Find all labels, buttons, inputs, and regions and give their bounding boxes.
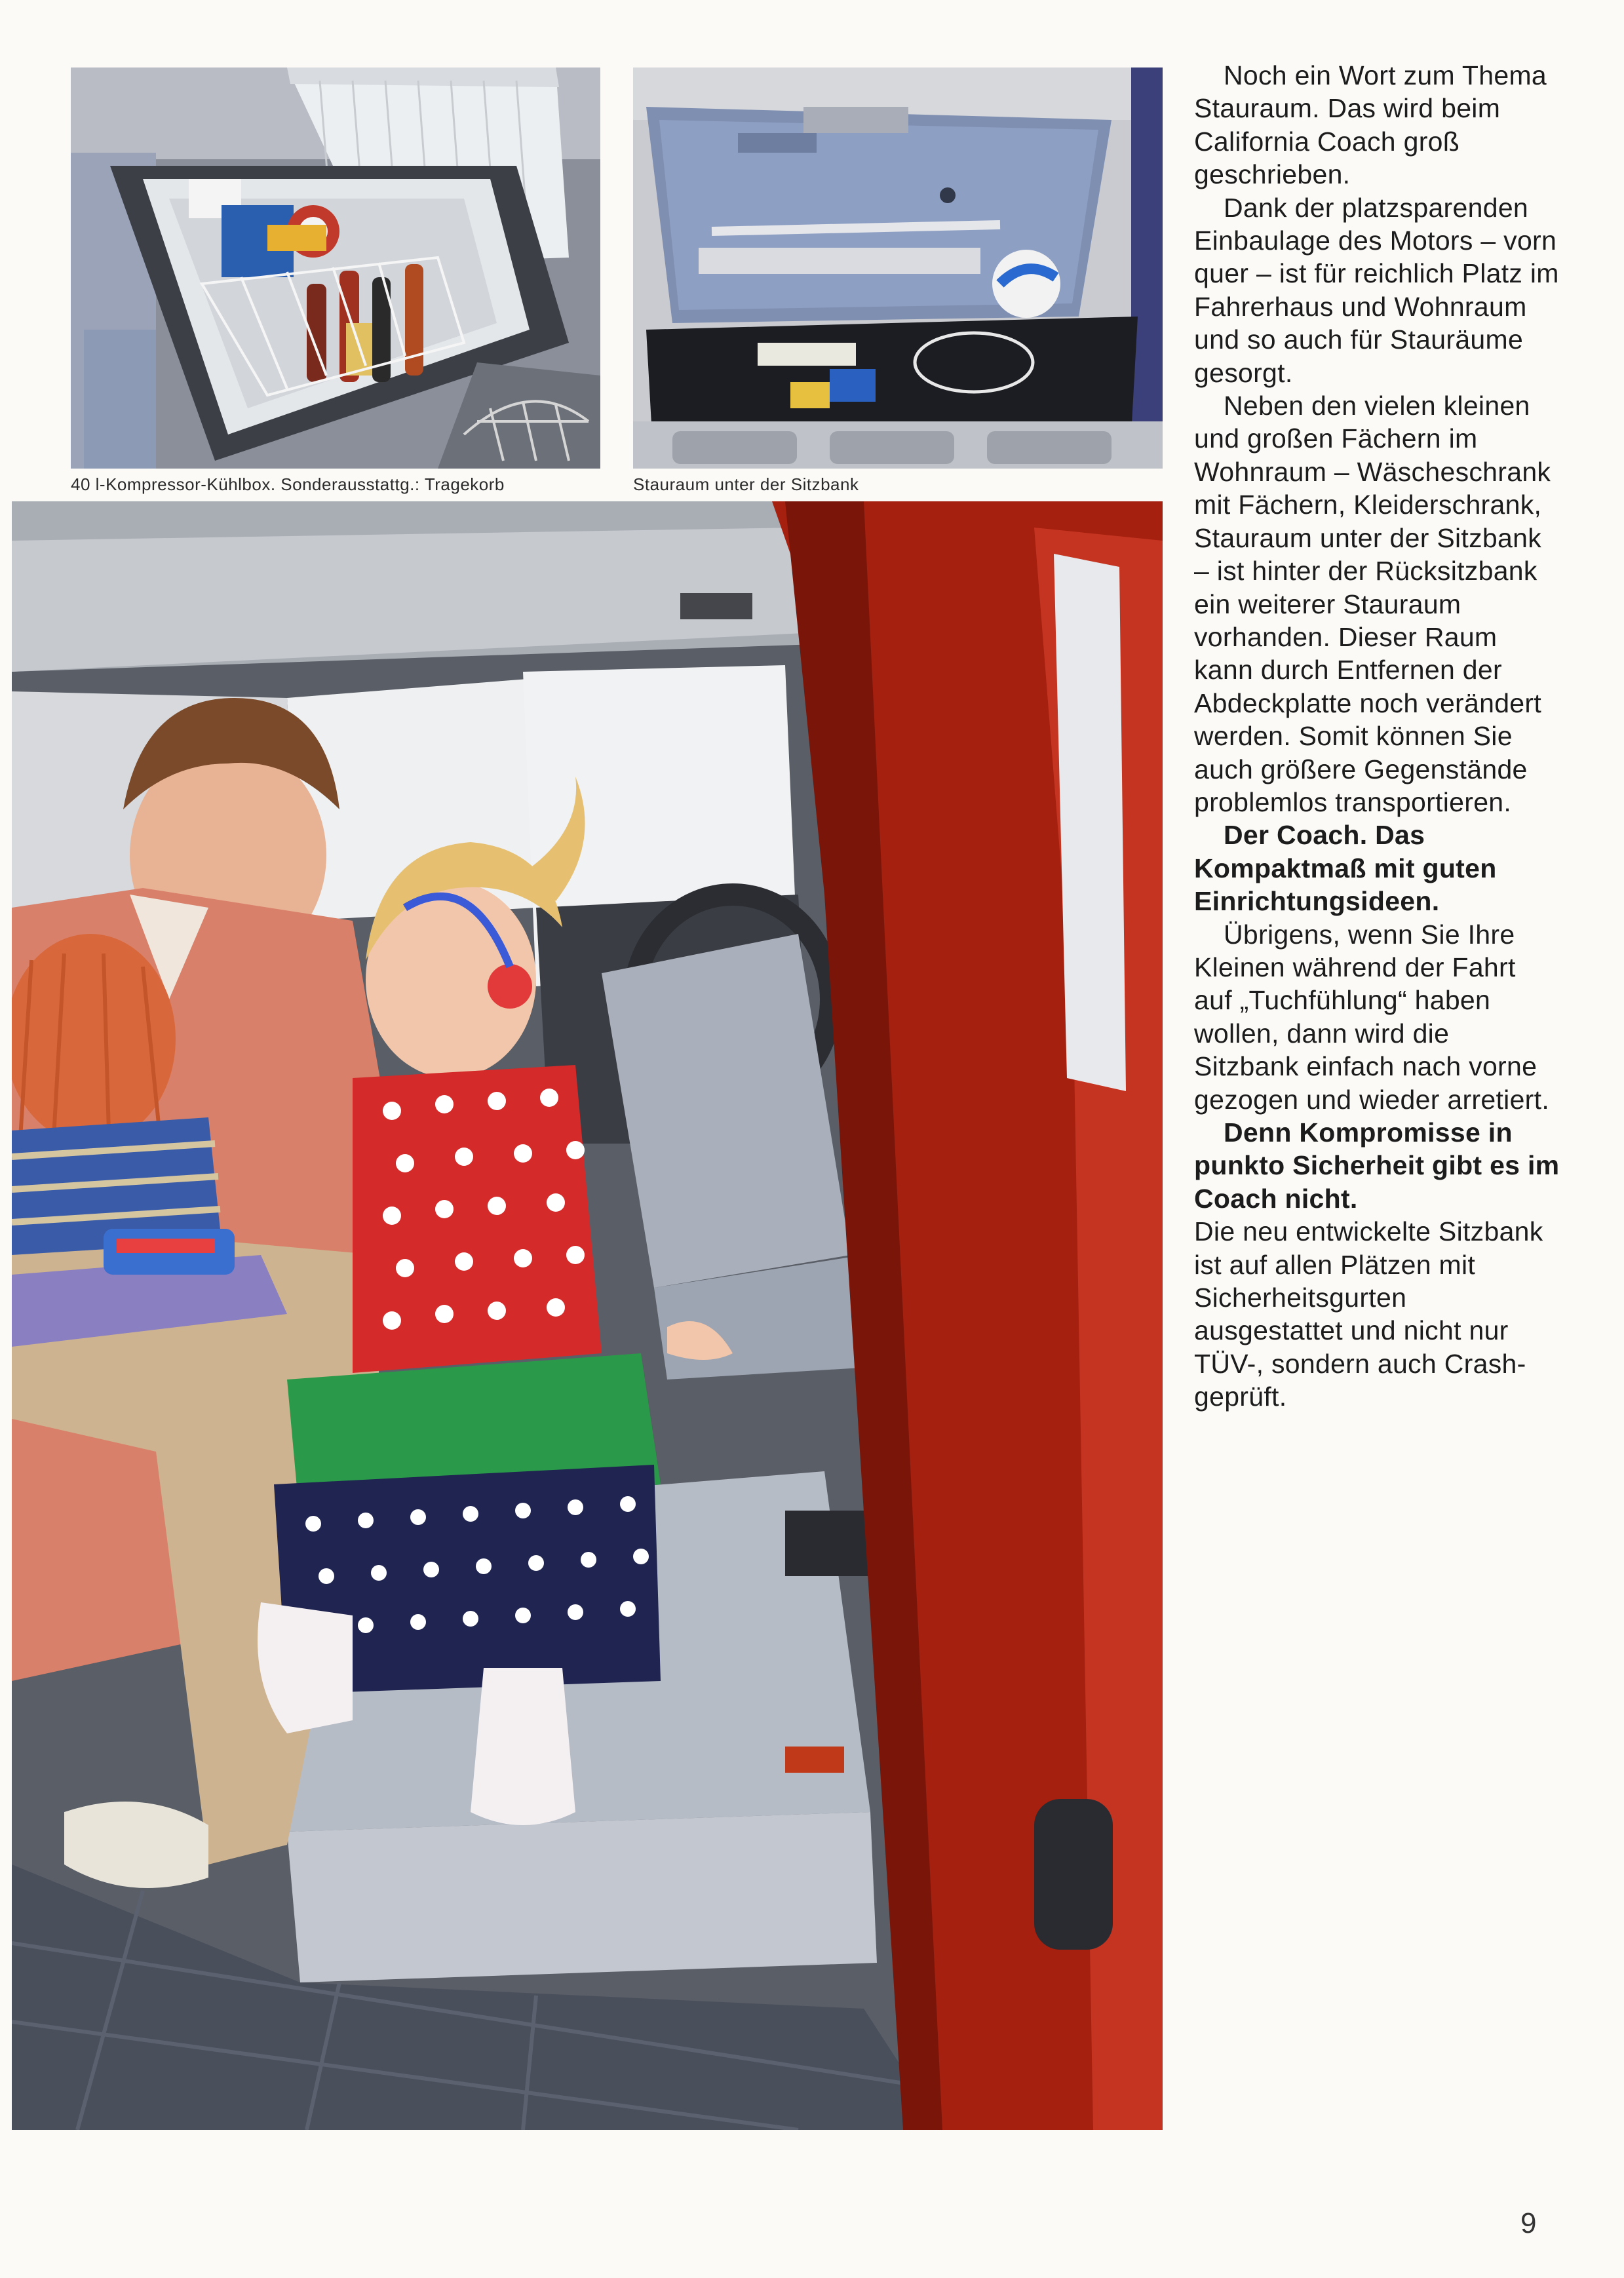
paragraph-seatbelts: Die neu entwickelte Sitzbank ist auf allen Plätzen mit Sicherheitsgurten ausgestattet und nicht nur TÜV-, sondern auch Crash-geprüft. <box>1194 1216 1543 1412</box>
paragraph-storage-intro: Noch ein Wort zum Thema Stauraum. Das wird beim California Coach groß geschrieben. <box>1194 60 1547 190</box>
fridge-photo <box>71 68 600 469</box>
heading-coach-compact: Der Coach. Das Kompaktmaß mit guten Einrichtungsideen. <box>1194 820 1497 917</box>
paragraph-seat-bench: Übrigens, wenn Sie Ihre Kleinen während der Fahrt auf „Tuchfühlung“ haben wollen, dann wird die Sitzbank einfach nach vorne gezogen und wieder arretiert. <box>1194 919 1550 1115</box>
storage-photo <box>633 68 1163 469</box>
article-text <box>1194 59 1561 1414</box>
storage-caption: Stauraum unter der Sitzbank <box>633 474 859 494</box>
fridge-caption: 40 l-Kompressor-Kühlbox. Sonderausstattg.: Tragekorb <box>71 474 505 494</box>
family-in-van-photo <box>12 501 1163 2130</box>
paragraph-engine-position: Dank der platzsparenden Einbaulage des Motors – vorn quer – ist für reichlich Platz im Fahrerhaus und Wohnraum und so auch für Stauräume gesorgt. <box>1194 192 1559 388</box>
page-number: 9 <box>1520 2207 1537 2239</box>
heading-safety: Denn Kompromisse in punkto Sicherheit gibt es im Coach nicht. <box>1194 1117 1560 1214</box>
paragraph-compartments: Neben den vielen kleinen und großen Fächern im Wohnraum – Wäscheschrank mit Fächern, Kleiderschrank, Stauraum unter der Sitzbank – ist hinter der Rücksitzbank ein weiterer Stauraum vorhanden. Dieser Raum kann durch Entfernen der Abdeckplatte noch verändert werden. Somit können Sie auch größere Gegenstände problemlos transportieren. <box>1194 391 1551 817</box>
